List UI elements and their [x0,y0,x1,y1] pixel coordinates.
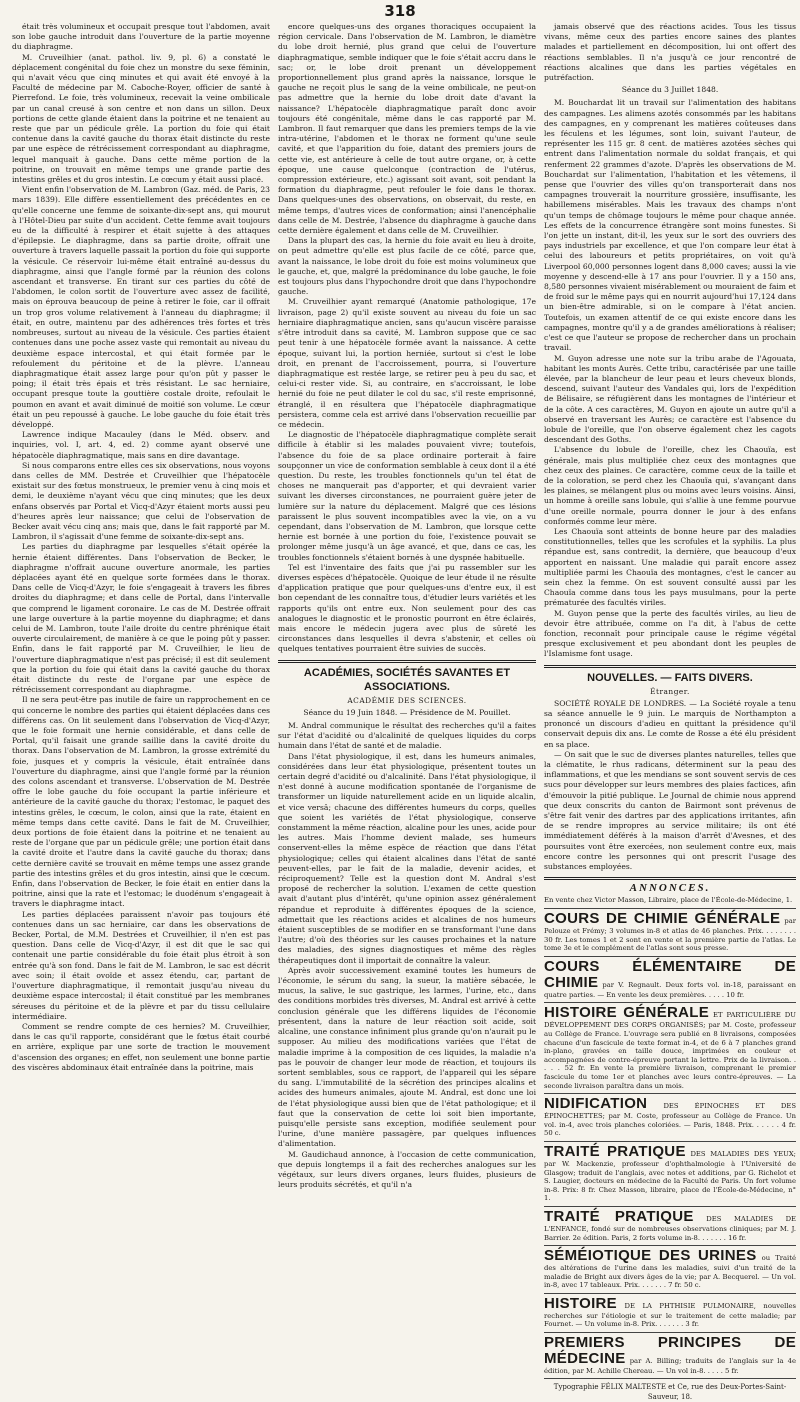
column-1 [12,22,270,1106]
ad-text: DES MALADIES DE L'ENFANCE, fondé sur de nombreuses observations cliniques; par M. J. Barrier. 2e édition. Paris, 2 forts volume in-8. . . . . . . 16 fr. [544,1214,796,1242]
ad-title: NIDIFICATION [544,1095,648,1113]
ad-text: ou Traité des altérations de l'urine dans les maladies, suivi d'un traité de la maladie de Bright aux divers âges de la vie; par A. Becquerel. — Un vol. in-8, avec 17 tableaux. Prix. . . . . . . 7 fr. 50 c. [544,1254,796,1290]
ad-divider [544,1093,796,1094]
ad-divider [544,1378,796,1379]
ad-divider [544,1332,796,1333]
ad-title: COURS DE CHIMIE GÉNÉRALE [544,910,781,928]
ad-divider [544,1002,796,1003]
section-divider [544,877,796,880]
paragraph: Tel est l'inventaire des faits que j'ai pu rassembler sur les diverses espèces d'hépatocèle. Quoique de leur étude il ne résulte d'application pratique que pour quelques-uns d'entre eux, il est bon cependant de les connaître tous, d'étudier leurs variétés et les rapports qu'ils ont entre eux. Non seulement pour des cas analogues le diagnostic et le pronostic pourront en être éclairés, mais encore le médecin jugera avec plus de sûreté les circonstances dans lesquelles il devra s'abstenir, et celles où quelques tentatives pourraient être suivies de succès. [278,562,536,654]
ad-text: ET PARTICULIÈRE DU DÉVELOPPEMENT DES CORPS ORGANISÉS; par M. Coste, professeur au Collège de France. L'ouvrage sera publié en 8 livraisons, composées chacune d'un fascicule de texte format in-4, et de 6 à 7 planches grand in-plano, gravées en taille douce, imprimées en couleur et accompagnées de contre-épreuve portant la lettre. Prix de la livraison. . . . . 52 fr. En vente la première livraison, comprenant le premier fascicule du tome 1er et planches avec leurs contre-épreuves. — La seconde livraison paraîtra dans un mois. [544,1011,796,1090]
printer-imprint: Typographie FÉLIX MALTESTE et Ce, rue des Deux-Portes-Saint-Sauveur, 18. [553,1382,787,1401]
paragraph: Après avoir successivement examiné toutes les humeurs de l'économie, le sérum du sang, la sueur, la matière sébacée, le mucus, la salive, le suc gastrique, les larmes, l'urine, etc., dans des conditions morbides très diverses, M. Andral est arrivé à cette conclusion générale que les différens liquides de l'économie présentent, dans la nature de leur réaction soit acide, soit alcaline, une constance infiniment plus grande qu'on n'aurait pu le supposer. Au milieu des modifications variées que l'état de maladie imprime à la composition de ces liquides, la maladie n'a pas le pouvoir de changer leur mode de réaction, et toujours ils sortent semblables, sous ce rapport, de l'appareil qui les sépare du sang. L'immutabilité de la sécrétion des principes alcalins et acides des humeurs animales, ajoute M. Andral, est donc une loi de l'état physiologique aussi bien que de l'état pathologique; et il faut que la conservation de cette loi soit bien importante, puisqu'elle persiste sans exception, modifiée seulement pour l'urine, d'une manière passagère, par quelques influences d'alimentation. [278,965,536,1149]
subsection-heading: ACADÉMIE DES SCIENCES. [347,695,467,705]
paragraph: M. Gaudichaud annonce, à l'occasion de cette communication, que depuis longtemps il a fait des recherches analogues sur les végétaux, sur leurs divers organes, leurs fluides, plusieurs de leurs produits sécrétés, et qu'il n'a [278,1149,536,1190]
ad-divider [544,908,796,909]
ad-title: PREMIERS PRINCIPES DE MÉDECINE [544,1334,796,1368]
paragraph: Dans la plupart des cas, la hernie du foie avait eu lieu à droite, on peut admettre qu'elle est plus facile de ce côté, parce que, avant la naissance, le lobe droit du foie est moins volumineux que le gauche, et, que, malgré la prédominance du lobe gauche, le foie est toujours plus dans l'hypochondre droit que dans l'hypochondre gauche. [278,236,536,297]
ad-text: par V. Regnault. Deux forts vol. in-18, paraissant en quatre parties. — En vente les deux premières. . . . . 10 fr. [544,980,796,999]
advertisement [544,1206,796,1242]
session-date: Séance du 19 Juin 1848. — Présidence de M. Pouillet. [303,707,511,717]
ad-text: DE LA PHTHISIE PULMONAIRE, nouvelles recherches sur l'étiologie et sur le traitement de cette maladie; par Fournet. — Un volume in-8. Prix. . . . . . . 3 fr. [544,1301,797,1329]
paragraph: M. Bouchardat lit un travail sur l'alimentation des habitans des campagnes. Les alimens azotés consommés par les habitans des campagnes, en y comprenant les matières coûteuses dans les féculens et les légumes, sont loin, suivant l'auteur, de représenter les 115 gr. 8 cent. de matières azotées sèches qui entrent dans l'alimentation normale du soldat français, et qui renferment 22 grammes d'azote. D'après les observations de M. Bouchardat sur l'alimentation, l'habitation et les vêtemens, il pense que l'ouvrier des villes qu'on transporterait dans nos campagnes trouverait la nourriture grossière, insuffisante, les habillemens misérables. Mais les travaux des champs n'ont qu'un temps de chômage toujours le même pour chaque année. Les effets de la concurrence étrangère sont moins funestes. Si l'on jette un instant, dit-il, les yeux sur le sort des ouvriers des pays industriels par excellence, et que l'on compare leur état à celui des laboureurs et petits propriétaires, on voit qu'à Liverpool 60,000 personnes logent dans 8,000 caves; aussi la vie moyenne y descend-elle à 17 ans pour l'ouvrier. Il y a 150 ans, 8,580 personnes vivaient misérablement ou mouraient de faim et de froid sur le même pays qui en nourrit aujourd'hui 17,124 dans un bien-être admirable, si on le compare à l'état ancien. Toutefois, un examen attentif de ce qui existe encore dans les campagnes, montre qu'il y a de grandes améliorations à réaliser; c'est ce que l'auteur se propose de rechercher dans un prochain travail. [544,98,796,353]
ad-title: HISTOIRE [544,1294,617,1312]
paragraph: était très volumineux et occupait presque tout l'abdomen, avait son lobe gauche introduit dans l'ouverture de la partie moyenne du diaphragme. [12,22,270,52]
advertisement [544,908,796,953]
column-2 [278,22,536,1190]
section-heading: ACADÉMIES, SOCIÉTÉS SAVANTES ET ASSOCIATIONS. [303,666,511,693]
ad-title: TRAITÉ PRATIQUE [544,1142,686,1160]
page-number: 318 [384,2,416,20]
paragraph: Les parties déplacées paraissent n'avoir pas toujours été contenues dans un sac herniaire, car dans les observations de Becker, Portal, de M.M. Destrées et Cruveilhier, il n'en est pas question. Dans celle de Vicq-d'Azyr, il est dit que le sac qui contenait une partie considérable du foie était plus étroit à son entrée qu'à son fond. Dans le fait de M. Lambron, le sac est décrit avec soin; il était ovoïde et assez étendu, car, partant de l'ouverture diaphragmatique, il remontait jusqu'au niveau du deuxième espace intercostal; il était constitué par les membranes séreuses du péritoine et de la plèvre et par du tissu cellulaire intermédiaire. [12,909,270,1021]
paragraph: jamais observé que des réactions acides. Tous les tissus vivans, même ceux des parties encore saines des plantes malades et partiellement en décomposition, lui ont offert des réactions semblables. Il n'a jusqu'à ce jour rencontré de réactions alcalines que dans les parties végétales en putréfaction. [544,22,796,83]
advertisement [544,1332,796,1376]
session-date: Séance du 3 Juillet 1848. [621,85,719,95]
section-divider [278,660,536,663]
ad-title: SÉMÉIOTIQUE DES URINES [544,1247,757,1265]
advertisement [544,1002,796,1090]
paragraph: Les Chaouïa sont atteints de bonne heure par des maladies constitutionnelles, telles que les scrofules et la syphilis. La plus répandue est, sans contredit, la dernière, que beaucoup d'eux apportent en naissant. Une maladie qui paraît encore assez multipliée parmi les Chaouïa des montagnes, c'est le cancer au sein chez la femme. On est souvent consulté aussi par les Chaouïa comme dans tous les pays musulmans, pour la perte prématurée des facultés viriles. [544,526,796,608]
paragraph: encore quelques-uns des organes thoraciques occupaient la région cervicale. Dans l'observation de M. Lambron, le diamètre du lobe droit hernié, plus grand que celui de l'ouverture diaphragmatique, semble indiquer que le foie s'était accru dans le sac; or, le lobe droit prenant un développement proportionnellement plus grand après la naissance, lorsque le gauche ne reçoit plus le sang de la veine ombilicale, ne peut-on pas admettre que la hernie du lobe droit date d'avant la naissance? L'hépatocèle diaphragmatique paraît donc avoir toujours été congénitale, même dans le cas rapporté par M. Lambron. Il faut remarquer que dans les premiers temps de la vie intra-utérine, l'abdomen et le thorax ne forment qu'une seule cavité, et que l'apparition du foie, datant des premiers jours de cette vie, est antérieure à celle de tout autre organe, or, à cette époque, une cause quelconque (contraction de l'utérus, compression extérieure, etc.) agissant soit avant, soit pendant la formation du diaphragme, peut refouler le foie dans le thorax. Dans quelques-unes des observations, on observait, du reste, en même temps, d'autres vices de conformation; ainsi l'anencéphalie dans celle de M. Destrée, l'absence du diaphragme à gauche dans cette dernière également et dans celle de M. Cruveilhier. [278,22,536,236]
paragraph: Les parties du diaphragme par lesquelles s'était opérée la hernie étaient différentes. Dans l'observation de Becker, le diaphragme n'offrait aucune ouverture anormale, les parties déplacées ayant été en quelque sorte formées dans le thorax. Dans celle de Vicq-d'Azyr, le foie s'engageait à travers les fibres droites du diaphragme; et dans celle de Portal, dans l'intervalle que comprend le ligament coronaire. Le cas de M. Destrée offrait une large ouverture à la partie moyenne du diaphragme; et dans celui de M. Lambron, toute l'aile droite du centre phrénique était ouverte circulairement, de manière à ce que le poing pût y passer. Enfin, dans le fait rapporté par M. Cruveilhier, le lieu de l'ouverture diaphragmatique n'est pas précisé; il est dit seulement que la portion du foie qui était dans la cavité gauche du thorax était distincte du reste de l'organe par une espèce de rétrécissement correspondant au diaphragme. [12,542,270,695]
paragraph: Comment se rendre compte de ces hernies? M. Cruveilhier, dans le cas qu'il rapporte, considérant que le fœtus était courbé en arrière, explique par une sorte de traction le mouvement d'ascension des organes; en effet, non seulement une bonne partie des viscères abdominaux était entraînée dans la poitrine, mais [12,1021,270,1072]
ad-text: DES ÉPINOCHES ET DES ÉPINOCHETTES; par M. Coste, professeur au Collège de France. Un vol. in-4, avec trois planches coloriées. — Paris, 1848. Prix. . . . . . 4 fr. 50 c. [544,1102,796,1138]
paragraph: SOCIÉTÉ ROYALE DE LONDRES. — La Société royale a tenu sa séance annuelle le 9 juin. Le marquis de Northampton a prononcé un discours d'adieu en quittant la présidence qu'il conservait depuis dix ans. Le comte de Rosse a été élu président en sa place. [544,698,796,749]
announcements-heading: ANNONCES. [629,882,711,895]
ad-text: par A. Billing; traduits de l'anglais sur la 4e édition, par M. Achille Chereau. — Un vol in-8. . . . . 5 fr. [544,1357,796,1376]
paragraph: Le diagnostic de l'hépatocèle diaphragmatique complète serait difficile à établir si les malades pouvaient vivre; toutefois, l'absence du foie de sa place ordinaire porterait à faire soupçonner un vice de conformation semblable à ceux dont il a été question. Du reste, les troubles fonctionnels qu'un tel état de choses ne manquerait pas d'apporter, et qui devraient varier suivant les diverses circonstances, ne pourraient guère jeter de lumière sur la nature du déplacement. Malgré que ces lésions paraissent le plus souvent incompatibles avec la vie, on a vu cependant, dans l'observation de M. Lambron, que lorsque cette hernie est bornée à une portion du foie, l'existence pouvait se prolonger même jusqu'à un âge avancé, et que, dans ce cas, les troubles fonctionnels s'étaient bornés à une dyspnée habituelle. [278,430,536,562]
advertisement [544,1141,796,1203]
ad-divider [544,1245,796,1246]
paragraph: Vient enfin l'observation de M. Lambron (Gaz. méd. de Paris, 23 mars 1839). Elle diffère essentiellement des précédentes en ce qu'elle concerne une femme de soixante-dix-sept ans, qui mourut à l'Hôtel-Dieu par suite d'un accident. Cette femme avait toujours eu de la difficulté à respirer et était sujette à des attaques d'épilepsie. Le diaphragme, dans sa partie droite, offrait une ouverture à travers laquelle passait la portion du foie qui supporte la vésicule. Ce réservoir lui-même était entraîné au-dessus du diaphragme, ainsi que l'angle formé par la réunion des colons ascendant et transverse. En tirant sur ces parties du côté de l'abdomen, le colon sortit de l'ouverture avec assez de facilité, mais on éprouva beaucoup de peine à retirer le foie, car il offrait un trop gros volume relativement à l'anneau du diaphragme; il était, en outre, maintenu par des adhérences très fortes et très nombreuses, surtout au niveau de la vésicule. Ces parties étaient contenues dans une poche assez vaste qui remontait au niveau du deuxième espace intercostal, et qui était formée par le refoulement du péritoine et de la plèvre. L'anneau diaphragmatique était assez large pour qu'on pût y passer le poing; il était très épais et très résistant. Le sac herniaire, occupant presque toute la gouttière costale droite, refoulait le poumon en avant et avait diminué de moitié son volume. Le cœur était un peu repoussé à gauche. Le lobe gauche du foie était très développé. [12,185,270,429]
paragraph: Si nous comparons entre elles ces six observations, nous voyons dans celles de MM. Destrée et Cruveilhier que l'hépatocèle existait sur des fœtus monstrueux, le premier venu à cinq mois et demi, le deuxième n'ayant vécu que cinq minutes; que les deux enfans observés par Portal et Vicq-d'Azyr étaient morts aussi peu d'heures après leur naissance; que celui de l'observation de Becker avait vécu cinq ans; mais que, dans le fait rapporté par M. Lambron, il s'agissait d'une femme de soixante-dix-sept ans. [12,460,270,542]
ad-title: COURS ÉLÉMENTAIRE DE CHIMIE [544,957,796,991]
paragraph: M. Guyon pense que la perte des facultés viriles, au lieu de devoir être attribuée, comme on l'a dit, à l'abus de cette fonction, reconnaît pour principale cause le régime végétal presque exclusivement et peu abondant dont les peuples de l'Islamisme font usage. [544,608,796,659]
ad-text: par Pelouze et Frémy; 3 volumes in-8 et atlas de 46 planches. Prix. . . . . . . . 30 fr. Les tomes 1 et 2 sont en vente et la première partie de l'atlas. Le tome 3e et le complément de l'atlas sont sous presse. [544,917,796,953]
advertisement [544,1293,796,1329]
advertisement [544,956,796,1000]
paragraph: — On sait que le suc de diverses plantes naturelles, telles que la clématite, le rhus radicans, déterminent sur la peau des inflammations, et que les mendians se sont souvent servis de ces sucs pour développer sur leurs membres des plaies factices, afin d'émouvoir la pitié publique. Le Journal de chimie nous apprend que deux conscrits du canton de Bairmont sont prévenus de s'être fait venir des dartres par des applications irritantes, afin de se rendre impropres au service militaire; ils ont été immédiatement déférés à la maison d'arrêt d'Avesnes, et des poursuites vont être exercées, non seulement contre eux, mais encore contre les personnes qui ont prescrit l'usage des substances employées. [544,749,796,872]
column-3 [544,22,797,1401]
paragraph: M. Cruveilhier (anat. pathol. liv. 9, pl. 6) a constaté le déplacement congénital du foie chez un monstre du sexe féminin, qui n'avait vécu que cinq minutes et qui avait été envoyé à la Faculté de médecine par M. Caboche-Royer, officier de santé à Pierrefond. Le foie, très volumineux, recevait la veine ombilicale par un canal creusé à son centre et non dans un sillon. Deux portions de cette glande étaient dans la poitrine et ne tenaient au reste que par un pédicule grêle. La portion du foie qui était contenue dans la cavité gauche du thorax était distincte du reste par une espèce de rétrécissement correspondant au diaphragme, lequel manquait à gauche. Dans cette même portion de la poitrine, on trouvait en même temps une grande partie des intestins grêles et du gros intestin. Le cœcum y était aussi placé. [12,52,270,185]
paragraph: Il ne sera peut-être pas inutile de faire un rapprochement en ce qui concerne le nombre des parties qui étaient déplacées dans ces différens cas. On lit seulement dans l'observation de Vicq-d'Azyr, que le foie formait une hernie considérable, et dans celle de Portal, qu'il faisait une grande saillie dans la cavité droite du thorax. Dans l'observation de M. Lambron, la grosse extrémité du foie, jusques et y compris la vésicule, était entraînée dans l'ouverture du diaphragme, ainsi que l'angle formé par la réunion des colons ascendant et transverse. L'observation de M. Destrée offre le lobe gauche du foie occupant la partie inférieure et antérieure de la cavité gauche du thorax; l'estomac, le paquet des intestins grêles, le cœcum, le colon, ainsi que la rate, étaient en même temps dans cette cavité. Dans le fait de M. Cruveilhier, deux portions de foie étaient dans la poitrine et ne tenaient au reste de l'organe que par un pédicule grêle; une portion était dans la cavité droite et l'autre dans la cavité gauche du thorax; dans cette dernière cavité se trouvait en même temps une assez grande partie des intestins grêles et du gros intestin, ainsi que le cœcum. Enfin, dans l'observation de Becker, le foie était en entier dans la poitrine, ainsi que la rate et l'estomac; le duodénum s'engageait à travers le diaphragme intact. [12,695,270,909]
advertisement [544,1093,796,1138]
news-heading: NOUVELLES. — FAITS DIVERS. [587,671,753,684]
paragraph: M. Guyon adresse une note sur la tribu arabe de l'Agouata, habitant les monts Aurès. Cette tribu, caractérisée par une taille élevée, par la blancheur de leur peau et leurs cheveux blonds, descend, suivant l'auteur des Vandales qui, lors de l'expédition de Bélisaire, se réfugièrent dans les montagnes de l'intérieur et de la côte. A ces caractères, M. Guyon en ajoute un autre qu'il a observé en traversant les Aurès; ce caractère est l'absence du lobule de l'oreille, que l'on observe également chez les cagots descendant des Goths. [544,353,796,445]
ad-text: DES MALADIES DES YEUX; par W. Mackenzie, professeur d'ophthalmologie à l'Université de Glasgow; traduit de l'anglais, avec notes et additions, par G. Richelot et S. Laugier, docteurs en médecine de la Faculté de Paris. Un fort volume in-8. Prix: 8 fr. Chez Masson, libraire, place de l'École-de-Médecine, n° 1. [544,1149,796,1203]
ad-divider [544,1293,796,1294]
ad-divider [544,956,796,957]
paragraph: Lawrence indique Macauley (dans le Méd. observ. and inquiries, vol. I, art. 4, ed. 2) comme ayant observé une hépatocèle diaphragmatique, mais sans en dire davantage. [12,430,270,460]
ad-title: TRAITÉ PRATIQUE [544,1207,694,1225]
paragraph: M. Cruveilhier ayant remarqué (Anatomie pathologique, 17e livraison, page 2) qu'il existe souvent au niveau du foie un sac herniaire diaphragmatique ancien, sans qu'aucun viscère paraisse s'être introduit dans sa cavité, M. Lambron suppose que ce sac peut tenir à une hépatocèle formée avant la naissance. A cette époque, suivant lui, la portion herniée, surtout si c'est le lobe droit, en prenant de l'accroissement, pourra, si l'ouverture diaphragmatique est restée large, se retirer peu à peu du sac, et celui-ci rester vide. Si, au contraire, en s'accroissant, le lobe hernié du foie ne peut dilater le col du sac, s'il reste emprisonné, étranglé, il en résultera que l'hépatocèle diaphragmatique persistera, comme cela est arrivé dans l'observation recueillie par ce médecin. [278,297,536,429]
ad-divider [544,1141,796,1142]
news-subheading: Étranger. [650,686,690,696]
ad-title: HISTOIRE GÉNÉRALE [544,1004,710,1022]
paragraph: M. Andral communique le résultat des recherches qu'il a faites sur l'état d'acidité ou d'alcalinité de quelques liquides du corps humain dans l'état de santé et de maladie. [278,721,536,751]
paragraph: Dans l'état physiologique, il est, dans les humeurs animales, considérées dans leur état physiologique, présentent toutes un certain degré d'acidité ou d'alcalinité. Dans l'état physiologique, il n'est donné à aucune modification spontanée de l'organisme de transformer un liquide naturellement acide en un liquide alcalin, et vice versâ; chacune des différentes humeurs du corps, quelles que soient les variétés de l'état physiologique, conserve constamment la même réaction, alcaline pour les unes, acide pour les autres. Mais l'homme devient malade, ses humeurs conservent-elles la même espèce de réaction que dans l'état physiologique; celles qui étaient alcalines dans l'état de santé peuvent-elles, par le fait de la maladie, devenir acides, et réciproquement? Telle est la question dont M. Andral s'est proposé de rechercher la solution. L'examen de cette question avait d'autant plus d'intérêt, qu'une opinion assez généralement répandue et reproduite à différentes époques de la science, admettait que les réactions acides et alcalines de nos humeurs étaient susceptibles de se modifier en se transformant l'une dans l'autre; d'où des théories sur les causes prochaines et la nature des maladies, des signes diagnostiques et même des règles thérapeutiques dont il importait de connaître la valeur. [278,751,536,965]
publisher-line: En vente chez Victor Masson, Libraire, place de l'École-de-Médecine, 1. [544,896,793,905]
ad-divider [544,1206,796,1207]
section-divider [544,665,796,668]
paragraph: L'absence du lobule de l'oreille, chez les Chaouïa, est générale, mais plus multipliée chez ceux des montagnes que chez ceux des plaines. Ce caractère, comme ceux de la taille et de la coloration, se perd chez les Chaouïa qui, s'avançant dans les plaines, se mélangent plus ou moins avec leurs voisins. Ainsi, un homme à oreille sans lobule, qui s'allie à une femme pourvue d'une oreille normale, pourra donner le jour à des enfans conformés comme leur mère. [544,445,796,526]
advertisement [544,1245,796,1290]
